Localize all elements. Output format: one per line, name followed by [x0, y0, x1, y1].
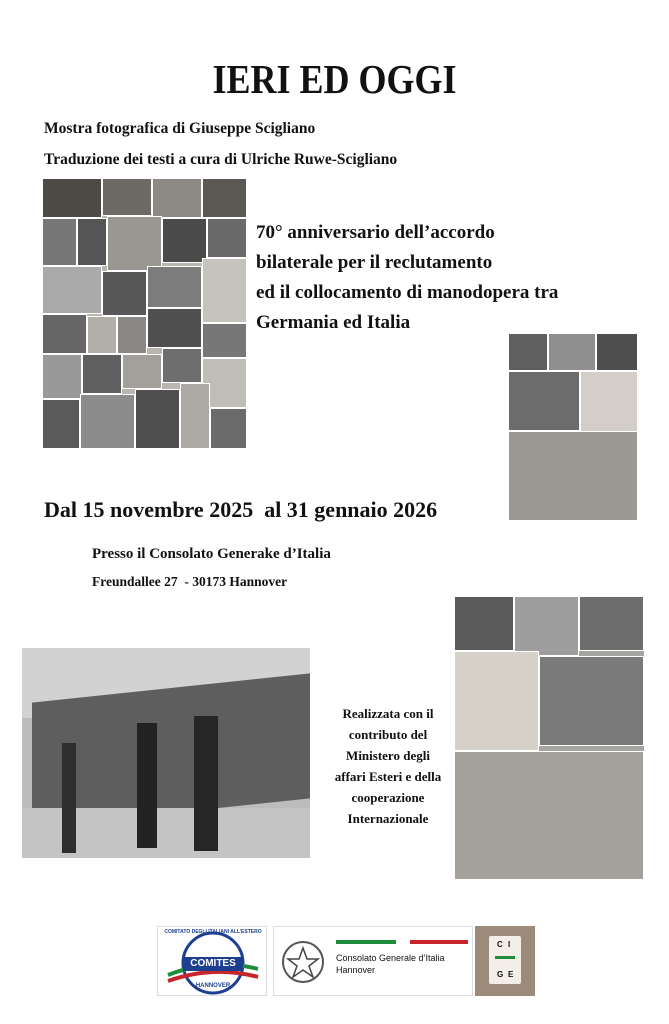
- italy-emblem-icon: [278, 932, 328, 992]
- credit-line: Realizzata con il: [342, 706, 434, 721]
- comites-logo: [157, 926, 267, 996]
- credit-line: Ministero degli: [346, 748, 430, 763]
- subtitle-translation: Traduzione dei testi a cura di Ulriche Ruwe-Scigliano: [44, 151, 398, 168]
- sponsor-logos: [157, 926, 535, 996]
- photo-collage-top-left: [42, 178, 247, 449]
- consolato-logo: [273, 926, 473, 996]
- photo-collage-bottom-right: [454, 596, 644, 880]
- train-photo: [22, 648, 310, 858]
- credit-text: [318, 703, 458, 829]
- italy-flag-red-bar: [410, 940, 468, 944]
- comites-arc-text: COMITATO DEGLI ITALIANI ALL’ESTERO: [164, 929, 262, 935]
- comites-city: HANNOVER: [195, 983, 231, 989]
- italy-flag-white-bar: [396, 940, 410, 944]
- cige-letter: G: [497, 970, 504, 979]
- page-title: IERI ED OGGI: [212, 56, 457, 102]
- subtitle-exhibition: Mostra fotografica di Giuseppe Scigliano: [44, 120, 316, 137]
- cige-letter: I: [508, 940, 511, 949]
- italy-flag-green-bar: [336, 940, 396, 944]
- cige-logo: [475, 926, 535, 996]
- anniversary-line: Germania ed Italia: [256, 312, 411, 333]
- credit-line: contributo del: [348, 727, 428, 742]
- comites-name: COMITES: [190, 958, 236, 969]
- photo-collage-right: [508, 333, 638, 521]
- credit-line: cooperazione: [351, 790, 425, 805]
- anniversary-line: 70° anniversario dell’accordo: [256, 222, 495, 243]
- cige-letter: C: [497, 940, 503, 949]
- cige-letter: E: [508, 970, 514, 979]
- anniversary-line: ed il collocamento di manodopera tra: [256, 282, 559, 303]
- anniversary-text: [256, 218, 616, 338]
- venue-address: Freundallee 27 - 30173 Hannover: [92, 574, 288, 589]
- anniversary-line: bilaterale per il reclutamento: [256, 252, 493, 273]
- venue-name: Presso il Consolato Generake d’Italia: [92, 546, 331, 562]
- credit-line: Internazionale: [347, 811, 429, 826]
- consolato-city: Hannover: [336, 965, 376, 975]
- exhibition-dates: Dal 15 novembre 2025 al 31 gennaio 2026: [44, 497, 438, 522]
- consolato-name: Consolato Generale d’Italia: [336, 953, 445, 963]
- credit-line: affari Esteri e della: [334, 769, 442, 784]
